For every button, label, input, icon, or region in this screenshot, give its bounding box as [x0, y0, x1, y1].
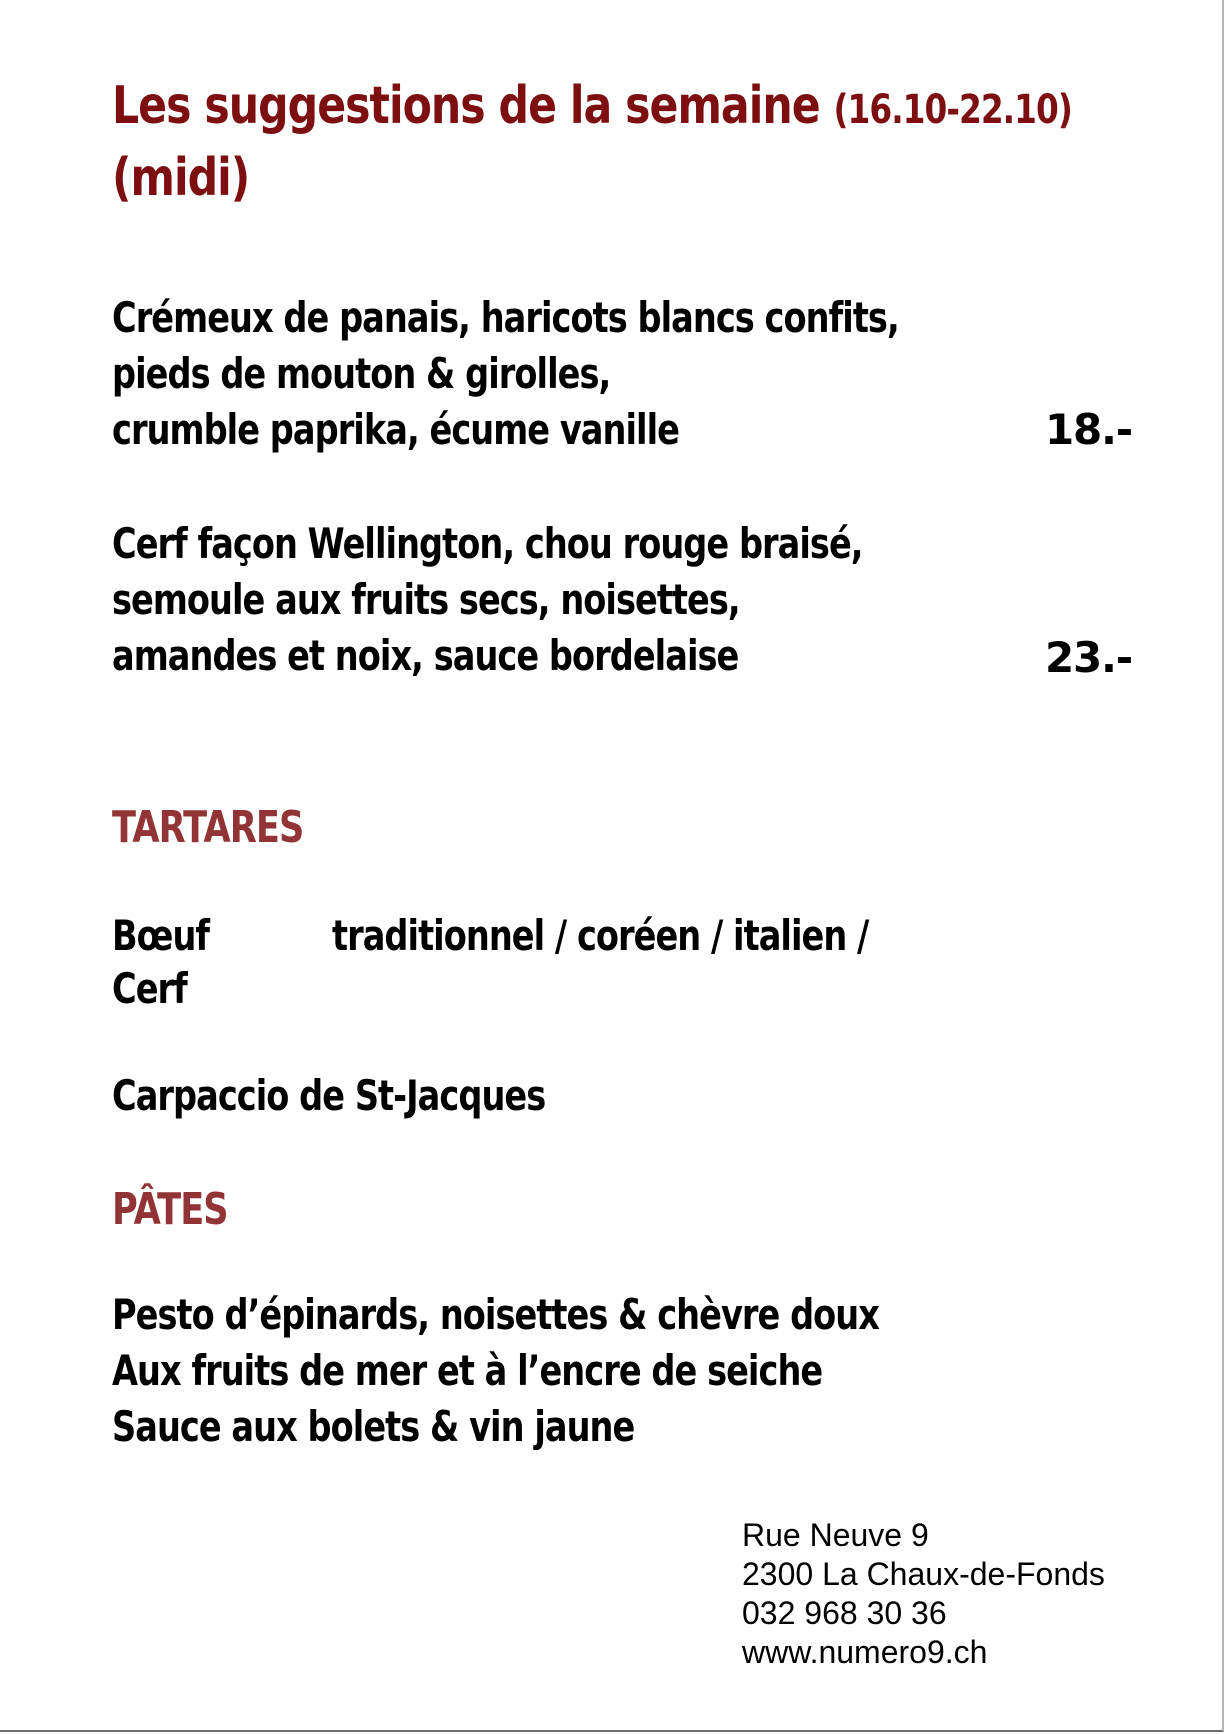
suggestion-2-price: 23.- [1044, 633, 1132, 682]
pates-heading: PÂTES [112, 1184, 228, 1235]
suggestion-1-line-3: crumble paprika, écume vanille [112, 405, 679, 454]
address-phone: 032 968 30 36 [742, 1595, 947, 1631]
page-title [112, 72, 1072, 212]
carpaccio-item: Carpaccio de St-Jacques [112, 1071, 546, 1120]
suggestion-1 [112, 290, 899, 458]
suggestion-1-line-2: pieds de mouton & girolles, [112, 349, 611, 398]
tartare-meat-1: Bœuf [112, 911, 210, 960]
address-city: 2300 La Chaux-de-Fonds [742, 1556, 1105, 1592]
title-service: (midi) [112, 148, 250, 208]
suggestion-1-price: 18.- [1044, 405, 1132, 454]
title-line-1 [112, 72, 1072, 144]
suggestion-2 [112, 516, 863, 684]
pates-item-3: Sauce aux bolets & vin jaune [112, 1402, 635, 1451]
tartare-meat-2: Cerf [112, 964, 187, 1013]
suggestion-2-line-1: Cerf façon Wellington, chou rouge braisé, [112, 519, 863, 568]
pates-item-2: Aux fruits de mer et à l’encre de seiche [112, 1346, 823, 1395]
suggestion-1-line-1: Crémeux de panais, haricots blancs confits, [112, 293, 899, 342]
address-website: www.numero9.ch [742, 1634, 988, 1670]
pates-item-1: Pesto d’épinards, noisettes & chèvre doux [112, 1290, 879, 1339]
suggestion-2-line-3: amandes et noix, sauce bordelaise [112, 631, 739, 680]
suggestion-2-line-2: semoule aux fruits secs, noisettes, [112, 575, 740, 624]
address-street: Rue Neuve 9 [742, 1517, 929, 1553]
pates-list [112, 1287, 879, 1455]
title-dates: (16.10-22.10) [833, 87, 1072, 133]
tartares-heading: TARTARES [112, 802, 304, 853]
restaurant-address [742, 1516, 1105, 1672]
title-main: Les suggestions de la semaine [112, 76, 820, 136]
tartare-styles: traditionnel / coréen / italien / [332, 911, 869, 960]
